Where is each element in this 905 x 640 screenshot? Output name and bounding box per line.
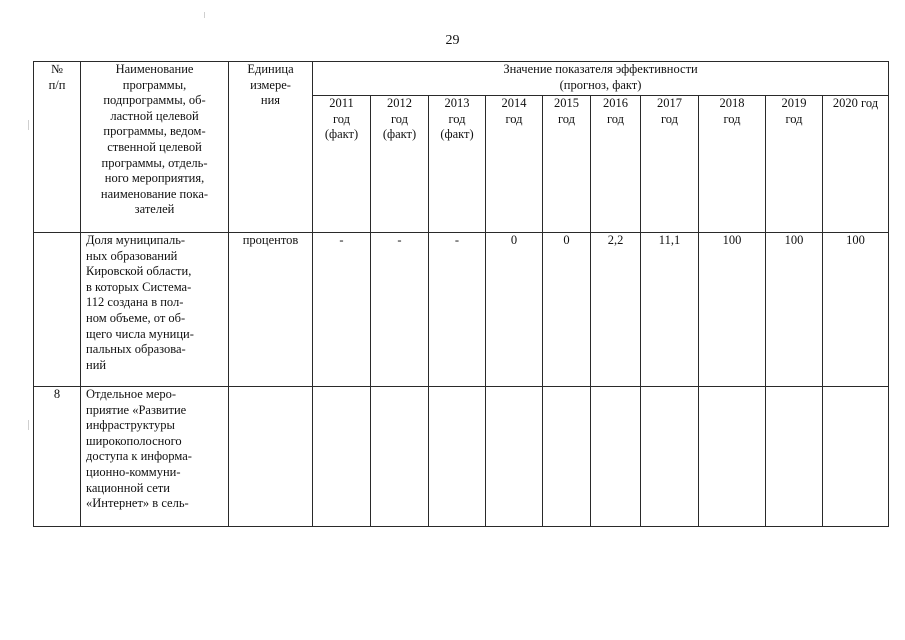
page-number: 29 [445,33,460,48]
header-year: 2020 год [823,96,889,233]
header-row-top [34,62,889,96]
row-value: 0 [486,233,543,387]
row-value [429,387,486,527]
row-value [591,387,641,527]
row-num [34,233,81,387]
row-value [699,387,766,527]
header-year: 2015 год [543,96,591,233]
scan-margin-mark [28,120,29,130]
row-name: Доля муниципаль- ных образований Кировской области, в которых Система- 112 создана в пол- ном объеме, от об- щего числа муници- пальных образова- ний [81,233,229,387]
row-value [823,387,889,527]
row-value: - [429,233,486,387]
row-value: - [371,233,429,387]
row-unit [229,387,313,527]
header-year: 2013 год (факт) [429,96,486,233]
row-value [641,387,699,527]
header-year: 2012 год (факт) [371,96,429,233]
efficiency-indicators-table [33,61,889,527]
row-value [313,387,371,527]
scan-margin-mark [28,420,29,430]
header-num: № п/п [34,62,81,233]
header-year: 2016 год [591,96,641,233]
header-year: 2014 год [486,96,543,233]
row-value [371,387,429,527]
row-value [543,387,591,527]
row-value [486,387,543,527]
header-year: 2019 год [766,96,823,233]
row-num: 8 [34,387,81,527]
row-value: 0 [543,233,591,387]
row-value: 100 [699,233,766,387]
header-year: 2017 год [641,96,699,233]
row-value [766,387,823,527]
row-name: Отдельное меро- приятие «Развитие инфраструктуры широкополосного доступа к информа- ционно-коммуни- кационной сети «Интернет» в сель- [81,387,229,527]
row-value: 11,1 [641,233,699,387]
row-value: - [313,233,371,387]
header-year: 2011 год (факт) [313,96,371,233]
table-row [34,387,889,527]
scan-margin-mark [204,12,205,18]
row-unit: процентов [229,233,313,387]
row-value: 100 [766,233,823,387]
header-group: Значение показателя эффективности (прогноз, факт) [313,62,889,96]
row-value: 2,2 [591,233,641,387]
table-row [34,233,889,387]
row-value: 100 [823,233,889,387]
header-year: 2018 год [699,96,766,233]
header-name: Наименование программы, подпрограммы, об- ластной целевой программы, ведом- ственной целевой программы, отдель- ного мероприятия, наименование пока- зателей [81,62,229,233]
header-unit: Единица измере- ния [229,62,313,233]
